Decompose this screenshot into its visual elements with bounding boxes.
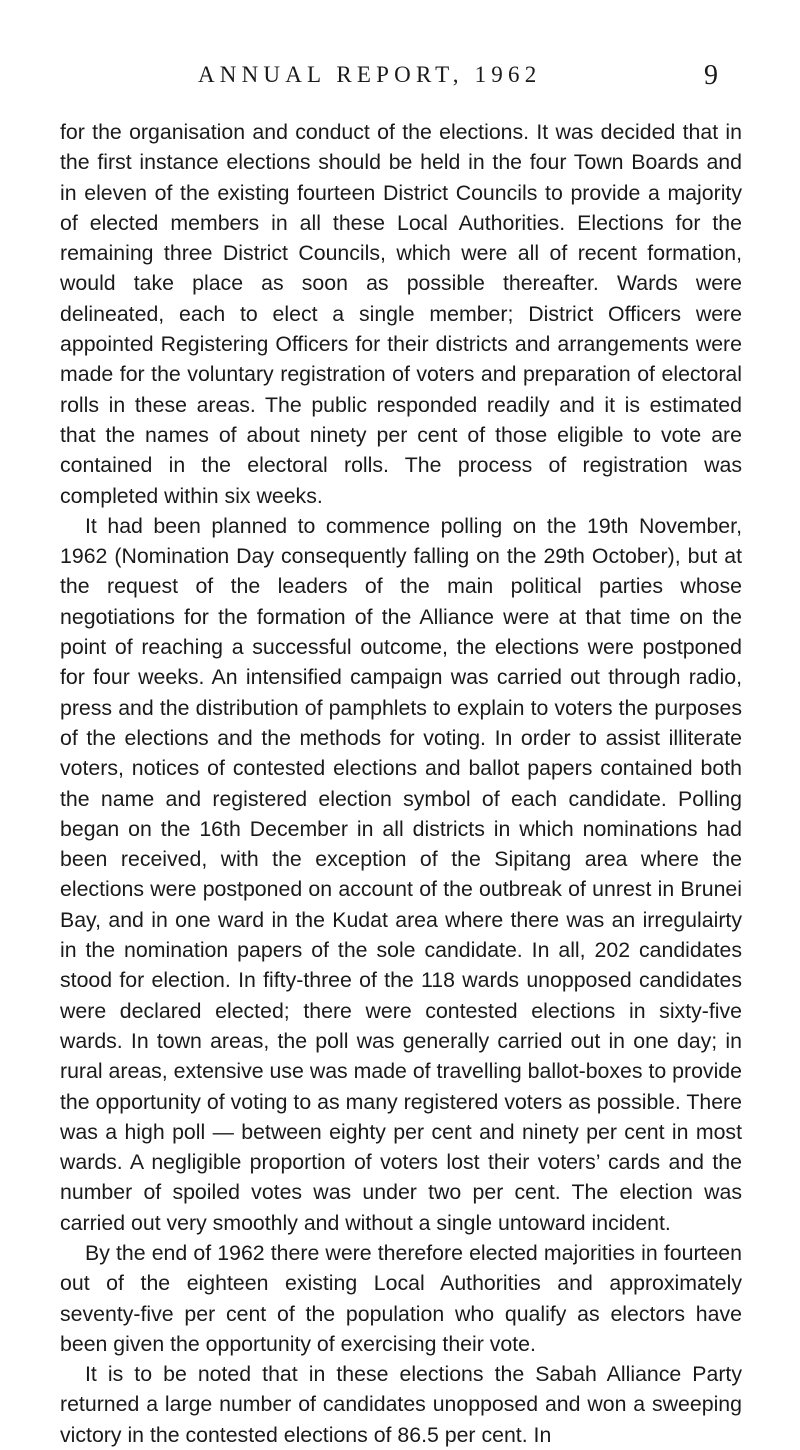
running-title: ANNUAL REPORT, 1962 <box>198 62 542 87</box>
body-text <box>60 117 742 1450</box>
running-header <box>198 62 718 96</box>
page-number: 9 <box>704 60 718 91</box>
paragraph-3: By the end of 1962 there were therefore elected majorities in fourteen out of the eighteen existing Local Authorities and approximately seventy-five per cent of the population who qualify as electors have been given the opportunity of exercising their vote. <box>60 1240 742 1356</box>
paragraph-1: for the organisation and conduct of the elections. It was decided that in the first instance elections should be held in the four Town Boards and in eleven of the existing fourteen District Councils to provide a majority of elected members in all these Local Authorities. Elections for the remaining three District Councils, which were all of recent formation, would take place as soon as possible thereafter. Wards were delineated, each to elect a single member; District Officers were appointed Registering Officers for their districts and arrangements were made for the voluntary registration of voters and preparation of electoral rolls in these areas. The public responded readily and it is estimated that the names of about ninety per cent of those eligible to vote are contained in the electoral rolls. The process of registration was completed within six weeks. <box>60 120 742 508</box>
paragraph-2: It had been planned to commence polling on the 19th November, 1962 (Nomination Day consequently falling on the 29th October), but at the request of the leaders of the main political parties whose negotiations for the formation of the Alliance were at that time on the point of reaching a successful outcome, the elections were postponed for four weeks. An intensified campaign was carried out through radio, press and the distribution of pamphlets to explain to voters the purposes of the elections and the methods for voting. In order to assist illiterate voters, notices of contested elections and ballot papers contained both the name and registered election symbol of each candidate. Polling began on the 16th December in all districts in which nominations had been received, with the exception of the Sipitang area where the elections were postponed on account of the outbreak of unrest in Brunei Bay, and in one ward in the Kudat area where there was an irregulairty in the nomination papers of the sole candidate. In all, 202 candidates stood for election. In fifty-three of the 118 wards unopposed candidates were declared elected; there were contested elections in sixty-five wards. In town areas, the poll was generally carried out in one day; in rural areas, extensive use was made of travelling ballot-boxes to provide the opportunity of voting to as many registered voters as possible. There was a high poll — between eighty per cent and ninety per cent in most wards. A negligible proportion of voters lost their voters’ cards and the number of spoiled votes was under two per cent. The election was carried out very smoothly and without a single untoward incident. <box>60 513 742 1235</box>
paragraph-4: It is to be noted that in these elections the Sabah Alliance Party returned a large number of candidates unopposed and won a sweeping victory in the contested elections of 86.5 per cent. In <box>60 1362 742 1447</box>
